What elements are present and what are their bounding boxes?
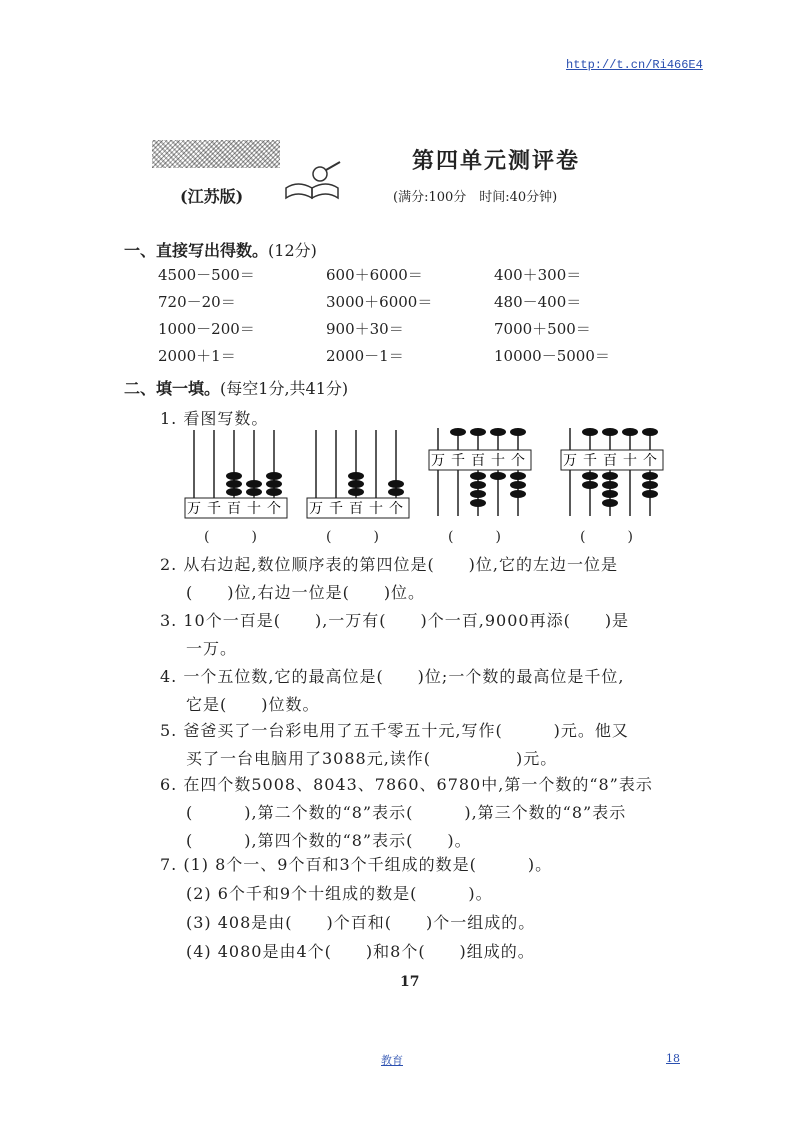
abacus-place-label: 千 — [207, 501, 221, 517]
abacus-bead — [348, 472, 364, 480]
calc-item: 1000－200＝ — [158, 320, 255, 338]
calc-item: 7000＋500＝ — [494, 320, 591, 338]
answer-blank[interactable]: ( ) — [326, 529, 379, 545]
abacus-place-label: 百 — [603, 453, 617, 469]
abacus-bead — [490, 428, 506, 436]
question-line: ( ),第二个数的“8”表示( ),第三个数的“8”表示 — [186, 803, 627, 822]
calc-item: 400＋300＝ — [494, 266, 582, 284]
abacus-place-label: 十 — [247, 501, 261, 517]
abacus-place-label: 十 — [623, 453, 637, 469]
abacus-bead — [266, 488, 282, 496]
abacus-place-label: 个 — [267, 501, 281, 517]
answer-blank[interactable]: ( ) — [204, 529, 257, 545]
abacus-bead — [348, 480, 364, 488]
abacus-place-label: 十 — [369, 501, 383, 517]
footer-page-number[interactable]: 18 — [666, 1052, 680, 1065]
abacus-figure — [428, 424, 532, 520]
abacus-bead — [582, 481, 598, 489]
reading-book-icon — [282, 158, 346, 202]
abacus-place-label: 百 — [349, 501, 363, 517]
footer-link[interactable]: 教育 — [381, 1054, 403, 1067]
abacus-place-label: 万 — [563, 453, 577, 469]
abacus-bead — [642, 481, 658, 489]
abacus-bead — [266, 480, 282, 488]
question-line: 一万。 — [186, 639, 238, 658]
abacus-bead — [348, 488, 364, 496]
abacus-place-label: 万 — [431, 453, 445, 469]
abacus-bead — [470, 490, 486, 498]
exam-info: (满分:100分 时间:40分钟) — [393, 190, 558, 205]
abacus-figure — [184, 424, 288, 520]
abacus-bead — [510, 428, 526, 436]
abacus-figure — [560, 424, 664, 520]
question-1: 1. 看图写数。 — [160, 409, 269, 428]
abacus-bead — [582, 428, 598, 436]
abacus-place-label: 千 — [583, 453, 597, 469]
question-line: ( )位,右边一位是( )位。 — [186, 583, 426, 602]
question-line: ( ),第四个数的“8”表示( )。 — [186, 831, 472, 850]
section1-heading: 一、直接写出得数。(12分) — [124, 241, 317, 260]
question-line: 4. 一个五位数,它的最高位是( )位;一个数的最高位是千位, — [160, 667, 625, 686]
abacus-bead — [510, 472, 526, 480]
abacus-place-label: 十 — [491, 453, 505, 469]
decorative-pattern — [152, 140, 280, 168]
abacus-bead — [226, 488, 242, 496]
answer-blank[interactable]: ( ) — [580, 529, 633, 545]
abacus-bead — [602, 428, 618, 436]
abacus-place-label: 万 — [187, 501, 201, 517]
abacus-place-label: 万 — [309, 501, 323, 517]
abacus-bead — [470, 428, 486, 436]
answer-blank[interactable]: ( ) — [448, 529, 501, 545]
abacus-place-label: 百 — [227, 501, 241, 517]
abacus-bead — [450, 428, 466, 436]
page-title: 第四单元测评卷 — [412, 148, 581, 174]
abacus-bead — [642, 490, 658, 498]
section2-heading: 二、填一填。(每空1分,共41分) — [124, 379, 349, 398]
abacus-bead — [470, 472, 486, 480]
abacus-place-label: 千 — [451, 453, 465, 469]
source-url[interactable]: http://t.cn/Ri466E4 — [566, 58, 703, 72]
calc-item: 600＋6000＝ — [326, 266, 423, 284]
abacus-place-label: 百 — [471, 453, 485, 469]
question-line: (2) 6个千和9个十组成的数是( )。 — [186, 884, 493, 903]
abacus-figure — [306, 424, 410, 520]
abacus-bead — [510, 481, 526, 489]
abacus-bead — [246, 488, 262, 496]
abacus-bead — [642, 428, 658, 436]
question-line: 6. 在四个数5008、8043、7860、6780中,第一个数的“8”表示 — [160, 775, 653, 794]
calc-item: 4500－500＝ — [158, 266, 255, 284]
question-line: 它是( )位数。 — [186, 695, 320, 714]
question-line: (4) 4080是由4个( )和8个( )组成的。 — [186, 942, 535, 961]
abacus-bead — [388, 480, 404, 488]
question-line: (3) 408是由( )个百和( )个一组成的。 — [186, 913, 536, 932]
abacus-place-label: 千 — [329, 501, 343, 517]
abacus-bead — [470, 499, 486, 507]
calc-item: 900＋30＝ — [326, 320, 404, 338]
abacus-bead — [642, 472, 658, 480]
page-number: 17 — [400, 974, 420, 990]
abacus-place-label: 个 — [389, 501, 403, 517]
question-line: 2. 从右边起,数位顺序表的第四位是( )位,它的左边一位是 — [160, 555, 619, 574]
calc-item: 2000－1＝ — [326, 347, 404, 365]
calc-item: 480－400＝ — [494, 293, 582, 311]
calc-item: 2000＋1＝ — [158, 347, 236, 365]
abacus-place-label: 个 — [511, 453, 525, 469]
abacus-bead — [246, 480, 262, 488]
abacus-bead — [226, 480, 242, 488]
question-line: 7. (1) 8个一、9个百和3个千组成的数是( )。 — [160, 855, 553, 874]
abacus-bead — [602, 499, 618, 507]
question-line: 3. 10个一百是( ),一万有( )个一百,9000再添( )是 — [160, 611, 630, 630]
abacus-bead — [490, 472, 506, 480]
abacus-place-label: 个 — [643, 453, 657, 469]
abacus-bead — [266, 472, 282, 480]
abacus-bead — [470, 481, 486, 489]
question-line: 买了一台电脑用了3088元,读作( )元。 — [186, 749, 558, 768]
abacus-bead — [226, 472, 242, 480]
question-line: 5. 爸爸买了一台彩电用了五千零五十元,写作( )元。他又 — [160, 721, 629, 740]
calc-item: 720－20＝ — [158, 293, 236, 311]
abacus-bead — [602, 472, 618, 480]
calc-item: 3000＋6000＝ — [326, 293, 433, 311]
abacus-bead — [510, 490, 526, 498]
calc-item: 10000－5000＝ — [494, 347, 610, 365]
abacus-bead — [582, 472, 598, 480]
abacus-bead — [622, 428, 638, 436]
edition-label: (江苏版) — [180, 187, 244, 206]
abacus-bead — [602, 481, 618, 489]
abacus-bead — [602, 490, 618, 498]
abacus-bead — [388, 488, 404, 496]
